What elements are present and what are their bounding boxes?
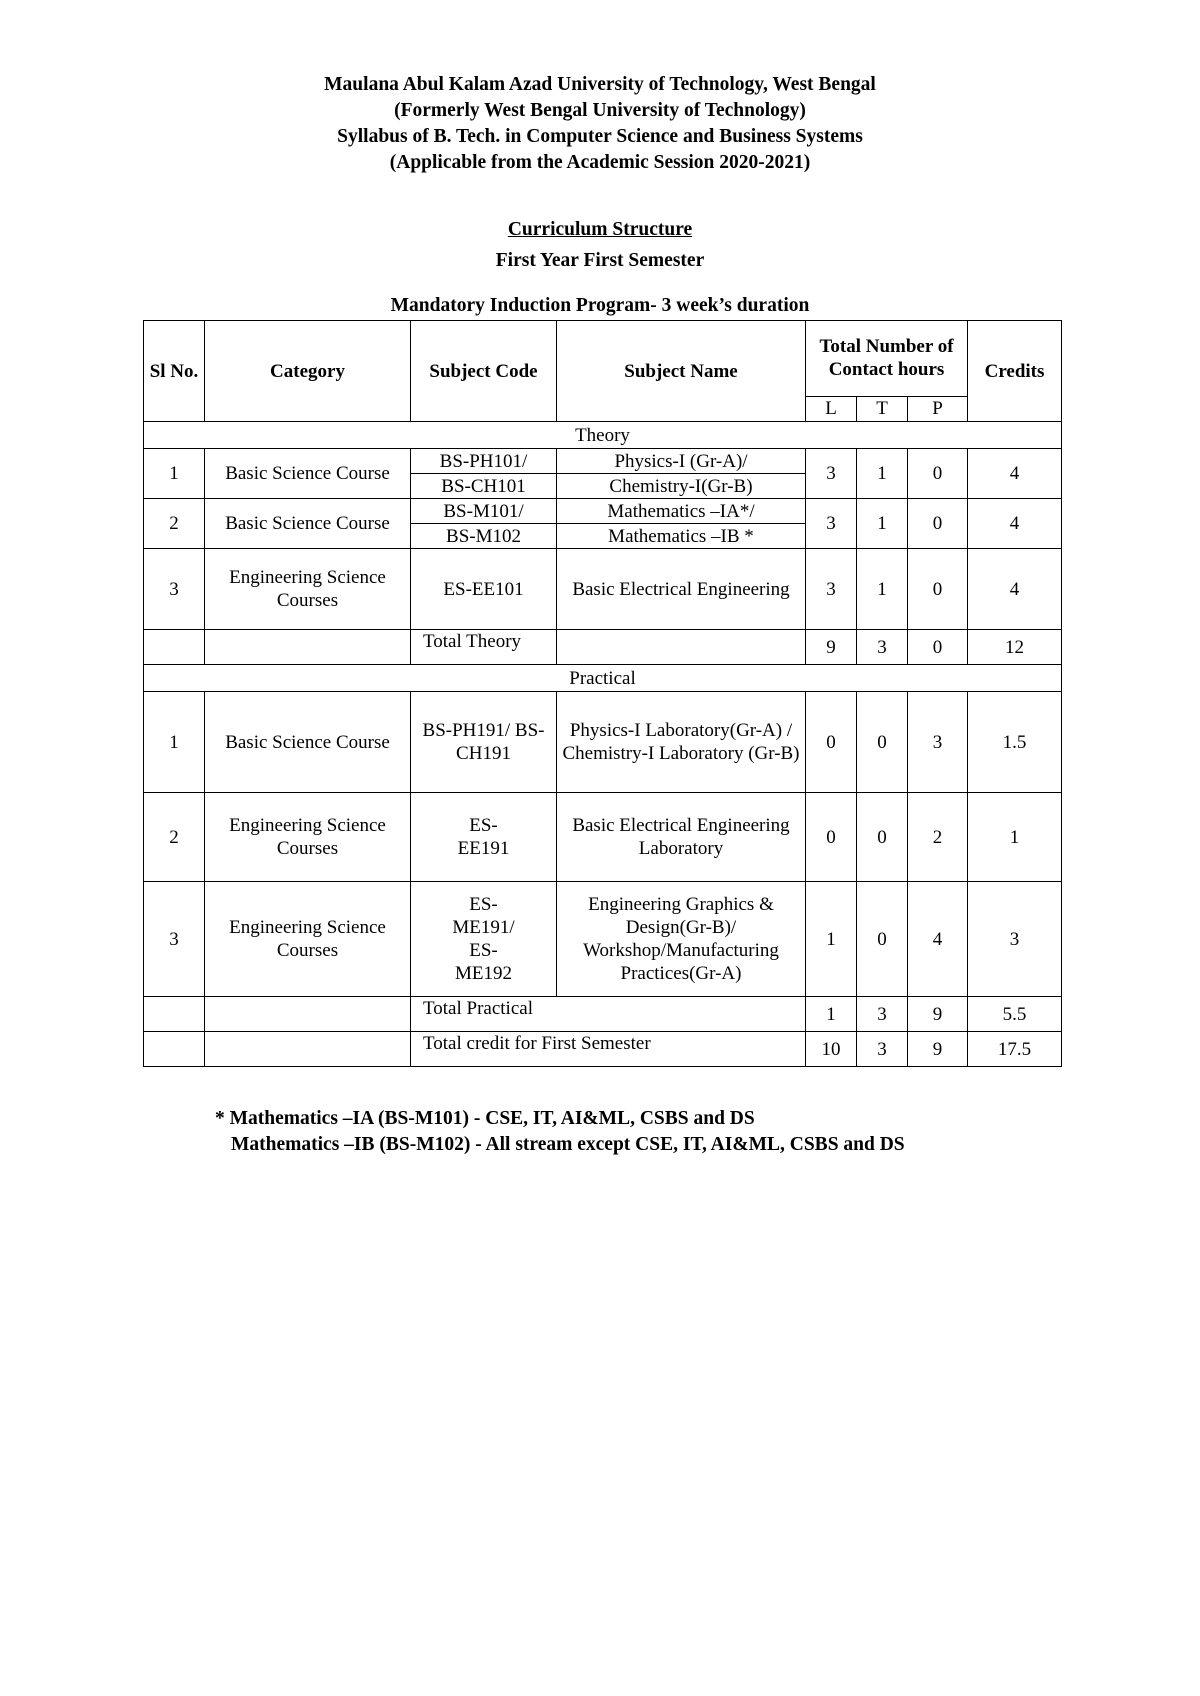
l-cell: 3 <box>806 499 857 549</box>
t-cell: 3 <box>857 997 908 1032</box>
category-cell: Engineering Science Courses <box>205 549 411 630</box>
empty-cell <box>144 630 205 665</box>
sl-cell: 1 <box>144 692 205 793</box>
theory-label: Theory <box>144 422 1062 449</box>
l-cell: 3 <box>806 449 857 499</box>
p-cell: 2 <box>908 793 968 882</box>
name-cell: Basic Electrical Engineering Laboratory <box>557 793 806 882</box>
p-cell: 0 <box>908 499 968 549</box>
header-sl: Sl No. <box>144 321 205 422</box>
table-row <box>144 449 1062 474</box>
l-cell: 1 <box>806 997 857 1032</box>
l-cell: 9 <box>806 630 857 665</box>
header-contact-hours: Total Number of Contact hours <box>806 321 968 397</box>
syllabus-title: Syllabus of B. Tech. in Computer Science and Business Systems <box>337 126 863 147</box>
total-credit-label: Total credit for First Semester <box>411 1032 806 1067</box>
l-cell: 0 <box>806 692 857 793</box>
header-l: L <box>806 396 857 421</box>
p-cell: 4 <box>908 882 968 997</box>
empty-cell <box>205 1032 411 1067</box>
code-cell: BS-M101/ <box>411 499 557 524</box>
code-cell: ES-EE191 <box>411 793 557 882</box>
category-cell: Engineering Science Courses <box>205 793 411 882</box>
category-cell: Engineering Science Courses <box>205 882 411 997</box>
empty-cell <box>144 1032 205 1067</box>
l-cell: 3 <box>806 549 857 630</box>
theory-section-row <box>144 422 1062 449</box>
t-cell: 1 <box>857 499 908 549</box>
credits-cell: 1.5 <box>968 692 1062 793</box>
sl-cell: 2 <box>144 793 205 882</box>
t-cell: 0 <box>857 692 908 793</box>
code-cell: ES-EE101 <box>411 549 557 630</box>
total-practical-label: Total Practical <box>411 997 806 1032</box>
credits-cell: 4 <box>968 549 1062 630</box>
credits-cell: 1 <box>968 793 1062 882</box>
table-row <box>144 882 1062 997</box>
table-row <box>144 499 1062 524</box>
name-cell: Mathematics –IA*/ <box>557 499 806 524</box>
credits-cell: 3 <box>968 882 1062 997</box>
sl-cell: 1 <box>144 449 205 499</box>
name-cell: Physics-I (Gr-A)/ <box>557 449 806 474</box>
category-cell: Basic Science Course <box>205 449 411 499</box>
credits-cell: 4 <box>968 449 1062 499</box>
footnote-line: Mathematics –IB (BS-M102) - All stream except CSE, IT, AI&ML, CSBS and DS <box>231 1134 905 1155</box>
t-cell: 3 <box>857 1032 908 1067</box>
practical-label: Practical <box>144 665 1062 692</box>
footnote-line: * Mathematics –IA (BS-M101) - CSE, IT, AI&ML, CSBS and DS <box>215 1108 755 1129</box>
empty-cell <box>205 630 411 665</box>
total-theory-row <box>144 630 1062 665</box>
l-cell: 0 <box>806 793 857 882</box>
name-cell: Engineering Graphics & Design(Gr-B)/ Workshop/Manufacturing Practices(Gr-A) <box>557 882 806 997</box>
code-cell: BS-PH191/ BS-CH191 <box>411 692 557 793</box>
empty-cell <box>205 997 411 1032</box>
l-cell: 10 <box>806 1032 857 1067</box>
name-cell: Basic Electrical Engineering <box>557 549 806 630</box>
empty-cell <box>557 630 806 665</box>
code-cell: BS-M102 <box>411 524 557 549</box>
name-cell: Chemistry-I(Gr-B) <box>557 474 806 499</box>
code-cell: BS-CH101 <box>411 474 557 499</box>
credits-cell: 17.5 <box>968 1032 1062 1067</box>
category-cell: Basic Science Course <box>205 499 411 549</box>
t-cell: 1 <box>857 549 908 630</box>
code-cell: ES-ME191/ ES-ME192 <box>411 882 557 997</box>
induction-program: Mandatory Induction Program- 3 week’s duration <box>390 295 810 316</box>
t-cell: 3 <box>857 630 908 665</box>
curriculum-title: Curriculum Structure <box>507 219 693 240</box>
t-cell: 0 <box>857 882 908 997</box>
header-p: P <box>908 396 968 421</box>
header-credits: Credits <box>968 321 1062 422</box>
header-subject-code: Subject Code <box>411 321 557 422</box>
total-theory-label: Total Theory <box>411 630 557 665</box>
l-cell: 1 <box>806 882 857 997</box>
table-row <box>144 692 1062 793</box>
sl-cell: 3 <box>144 549 205 630</box>
former-name: (Formerly West Bengal University of Technology) <box>394 100 806 121</box>
p-cell: 3 <box>908 692 968 793</box>
university-name: Maulana Abul Kalam Azad University of Technology, West Bengal <box>324 74 876 95</box>
curriculum-table <box>143 320 1062 1067</box>
credits-cell: 12 <box>968 630 1062 665</box>
semester-title: First Year First Semester <box>495 250 705 271</box>
header-row <box>144 321 1062 397</box>
p-cell: 9 <box>908 1032 968 1067</box>
code-cell: BS-PH101/ <box>411 449 557 474</box>
t-cell: 1 <box>857 449 908 499</box>
empty-cell <box>144 997 205 1032</box>
p-cell: 0 <box>908 630 968 665</box>
credits-cell: 4 <box>968 499 1062 549</box>
category-cell: Basic Science Course <box>205 692 411 793</box>
header-t: T <box>857 396 908 421</box>
p-cell: 0 <box>908 449 968 499</box>
footnote <box>215 1106 905 1158</box>
table-row <box>144 549 1062 630</box>
p-cell: 0 <box>908 549 968 630</box>
sl-cell: 3 <box>144 882 205 997</box>
p-cell: 9 <box>908 997 968 1032</box>
total-practical-row <box>144 997 1062 1032</box>
total-credit-row <box>144 1032 1062 1067</box>
practical-section-row <box>144 665 1062 692</box>
session-note: (Applicable from the Academic Session 2020-2021) <box>389 152 811 173</box>
sl-cell: 2 <box>144 499 205 549</box>
t-cell: 0 <box>857 793 908 882</box>
table-row <box>144 793 1062 882</box>
document-header <box>0 72 1200 176</box>
name-cell: Physics-I Laboratory(Gr-A) / Chemistry-I Laboratory (Gr-B) <box>557 692 806 793</box>
header-subject-name: Subject Name <box>557 321 806 422</box>
credits-cell: 5.5 <box>968 997 1062 1032</box>
name-cell: Mathematics –IB * <box>557 524 806 549</box>
header-category: Category <box>205 321 411 422</box>
